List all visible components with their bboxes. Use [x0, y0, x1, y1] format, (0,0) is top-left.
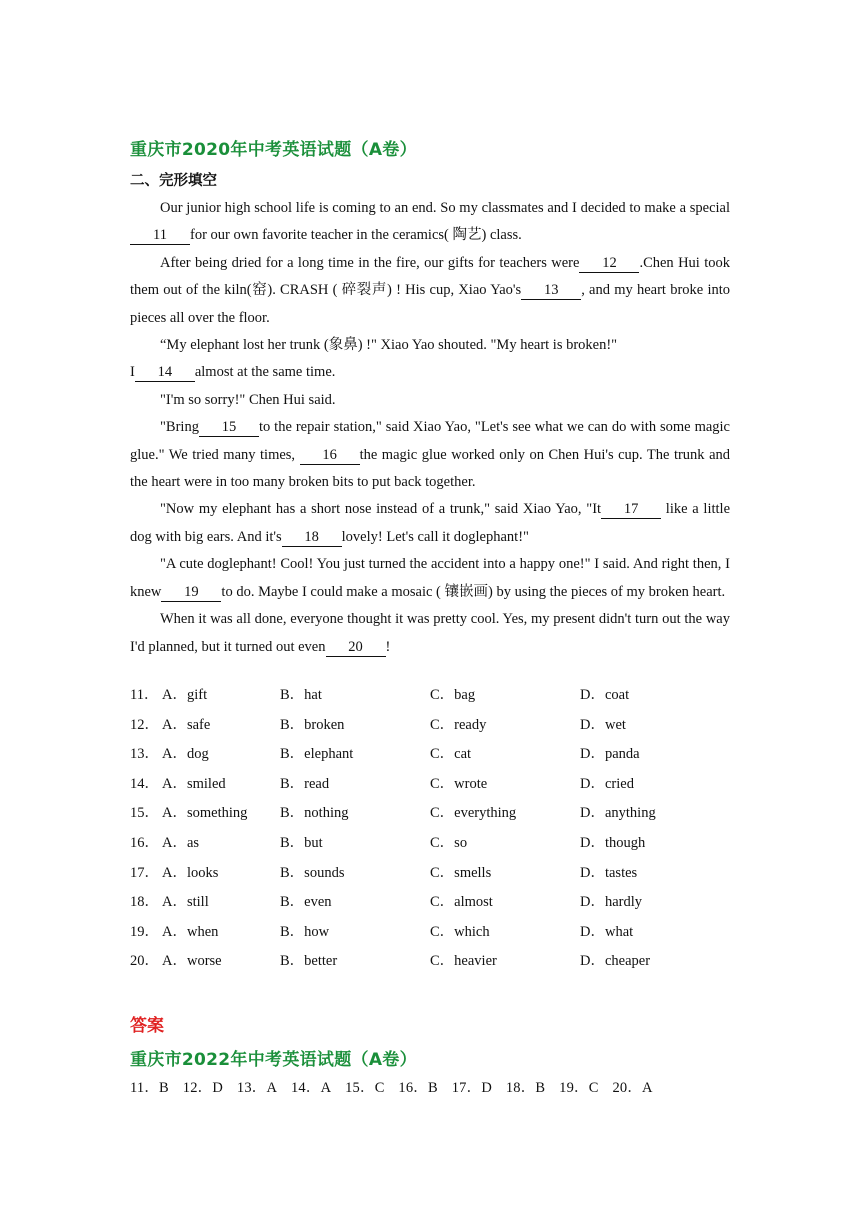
option-row — [130, 711, 730, 741]
option-a: A．safe — [162, 716, 211, 733]
blank-18: 18 — [282, 529, 342, 547]
answer-item: 13．A — [236, 1080, 278, 1096]
option-row — [130, 918, 730, 948]
option-a: A．worse — [162, 953, 222, 970]
answer-item: 12．D — [182, 1080, 224, 1096]
question-number: 11． — [130, 687, 159, 703]
answer-item: 17．D — [451, 1080, 492, 1096]
passage-text: for our own favorite teacher in the ceramics( 陶艺) class. — [190, 227, 522, 244]
passage-text: to the repair station," said Xiao Yao, "Let's see what we can do with some magic glue." We tried many times, — [130, 419, 730, 463]
passage-paragraph-3 — [130, 332, 730, 359]
passage-text: to do. Maybe I could make a mosaic ( 镶嵌画) by using the pieces of my broken heart. — [221, 583, 726, 600]
question-number: 16． — [130, 834, 159, 851]
passage-text: , and my heart broke into pieces all over the floor. — [130, 282, 731, 326]
passage-text: the magic glue worked only on Chen Hui's cup. The trunk and the heart were in too many broken bits to put back together. — [130, 446, 731, 491]
option-row — [130, 799, 730, 829]
blank-11: 11 — [130, 227, 190, 245]
passage-paragraph-7 — [130, 496, 730, 551]
option-d: D．tastes — [580, 864, 638, 881]
question-number: 15． — [130, 805, 159, 822]
passage-text: almost at the same time. — [194, 364, 336, 381]
blank-14: 14 — [135, 364, 195, 382]
passage-paragraph-2 — [130, 250, 730, 332]
passage-paragraph-4 — [130, 359, 730, 386]
option-row — [130, 859, 730, 889]
blank-12: 12 — [579, 255, 639, 273]
option-b: B．how — [280, 923, 330, 940]
answer-item: 15．C — [345, 1080, 385, 1096]
passage-paragraph-8 — [130, 551, 730, 606]
passage-text: ! — [385, 638, 391, 655]
option-b: B．broken — [280, 716, 345, 733]
option-a: A．looks — [162, 864, 219, 881]
passage-text: .Chen Hui took them out of the kiln(窑). CRASH ( 碎裂声) ! His cup, Xiao Yao's — [130, 254, 730, 299]
blank-15: 15 — [199, 419, 259, 437]
question-number: 20． — [130, 953, 159, 970]
option-d: D．cheaper — [580, 953, 651, 970]
answer-title: 重庆市2022年中考英语试题（A卷） — [130, 1050, 417, 1070]
question-number: 13． — [130, 746, 159, 763]
passage-text: "A cute doglephant! Cool! You just turned the accident into a happy one!" I said. And right then, I knew — [130, 556, 730, 600]
option-b: B．hat — [280, 687, 322, 703]
option-b: B．but — [280, 834, 323, 851]
answer-item: 16．B — [398, 1080, 438, 1096]
passage-text: "Now my elephant has a short nose instead of a trunk," said Xiao Yao, "It — [160, 501, 602, 518]
option-b: B．nothing — [280, 805, 349, 822]
option-a: A．gift — [162, 687, 208, 703]
passage-paragraph-1 — [130, 195, 730, 250]
option-row — [130, 681, 730, 711]
answer-key — [130, 1076, 663, 1097]
exam-title: 重庆市2020年中考英语试题（A卷） — [130, 140, 417, 160]
option-d: D．wet — [580, 716, 626, 733]
blank-17: 17 — [601, 501, 661, 519]
option-c: C．smells — [430, 864, 492, 881]
answer-options — [130, 681, 730, 977]
passage-paragraph-5 — [130, 387, 730, 414]
answer-item: 20．A — [612, 1080, 653, 1096]
blank-16: 16 — [300, 447, 360, 465]
passage-text: Our junior high school life is coming to an end. So my classmates and I decided to make a special — [160, 200, 730, 216]
option-d: D．what — [580, 923, 634, 940]
passage-text: I — [130, 364, 135, 381]
option-a: A．as — [162, 834, 200, 851]
option-row — [130, 770, 730, 800]
blank-13: 13 — [521, 282, 581, 300]
question-number: 14． — [130, 775, 159, 792]
question-number: 18． — [130, 894, 159, 911]
option-b: B．even — [280, 894, 332, 911]
option-row — [130, 888, 730, 918]
passage-text: "I'm so sorry!" Chen Hui said. — [160, 391, 336, 408]
blank-19: 19 — [161, 584, 221, 602]
passage-paragraph-9 — [130, 606, 730, 661]
option-b: B．read — [280, 775, 330, 792]
option-d: D．anything — [580, 805, 656, 822]
cloze-passage — [130, 195, 730, 661]
option-c: C．which — [430, 923, 490, 940]
section-title: 二、完形填空 — [130, 173, 217, 189]
passage-text: “My elephant lost her trunk (象鼻) !" Xiao Yao shouted. "My heart is broken!" — [160, 337, 618, 354]
blank-20: 20 — [326, 639, 386, 657]
option-a: A．something — [162, 805, 248, 822]
option-a: A．when — [162, 923, 219, 940]
option-c: C．almost — [430, 894, 493, 911]
option-c: C．bag — [430, 687, 476, 703]
answer-item: 11．B — [130, 1080, 169, 1096]
passage-paragraph-6 — [130, 414, 730, 496]
option-a: A．dog — [162, 746, 209, 763]
option-d: D．cried — [580, 775, 634, 792]
option-row — [130, 947, 730, 977]
option-c: C．everything — [430, 805, 517, 822]
passage-text: After being dried for a long time in the fire, our gifts for teachers were — [160, 254, 580, 271]
option-a: A．still — [162, 894, 209, 911]
passage-text: like a little dog with big ears. And it's — [130, 501, 730, 545]
answer-heading: 答案 — [130, 1016, 164, 1036]
option-b: B．better — [280, 953, 338, 970]
option-c: C．ready — [430, 716, 487, 733]
question-number: 17． — [130, 864, 159, 881]
option-c: C．heavier — [430, 953, 497, 970]
answer-item: 14．A — [290, 1080, 332, 1096]
question-number: 19． — [130, 923, 159, 940]
passage-text: lovely! Let's call it doglephant!" — [341, 528, 529, 545]
option-b: B．elephant — [280, 746, 354, 763]
option-d: D．coat — [580, 687, 630, 703]
option-c: C．cat — [430, 746, 472, 763]
option-a: A．smiled — [162, 775, 226, 792]
option-c: C．so — [430, 834, 468, 851]
option-d: D．though — [580, 834, 646, 851]
passage-text: "Bring — [160, 419, 199, 436]
option-d: D．panda — [580, 746, 640, 763]
answer-item: 18．B — [505, 1080, 546, 1096]
option-row — [130, 829, 730, 859]
option-d: D．hardly — [580, 894, 643, 911]
question-number: 12． — [130, 716, 159, 733]
option-row — [130, 740, 730, 770]
option-b: B．sounds — [280, 864, 345, 881]
passage-text: When it was all done, everyone thought it was pretty cool. Yes, my present didn't turn out the way I'd planned, but it turned out even — [130, 611, 730, 655]
answer-item: 19．C — [559, 1080, 599, 1096]
option-c: C．wrote — [430, 775, 488, 792]
